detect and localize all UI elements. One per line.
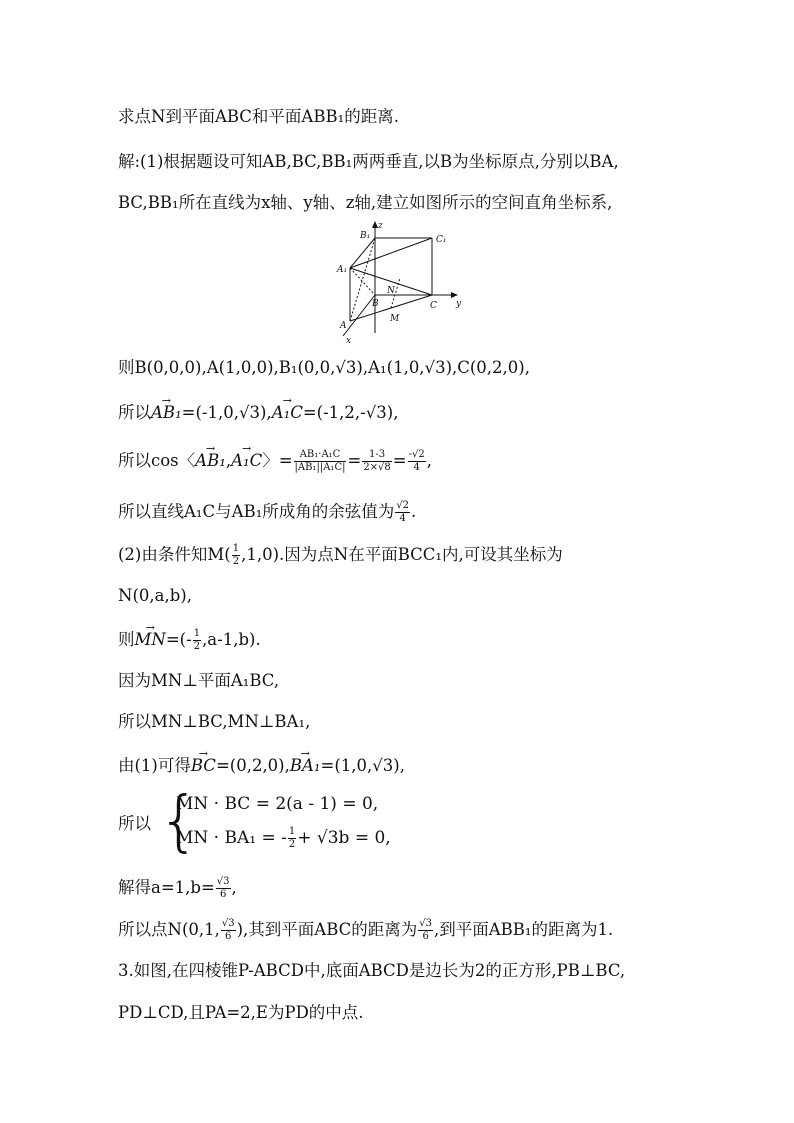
equation-row-1: MN · BC = 2(a - 1) = 0, [176,794,379,814]
coordinate-figure [330,218,465,348]
fraction-dot-over-norms [294,449,347,474]
vector-mn: → MN [135,629,166,651]
fraction-half [232,543,240,568]
fraction-half [288,826,296,851]
left-brace: { [158,782,200,859]
text-segment: , [231,878,237,897]
vector-ba1: → BA₁ [290,755,321,777]
label-y: y [456,299,462,309]
fraction-sqrt3-over-6 [418,918,433,943]
fraction-numerator: AB₁·A₁C [294,449,347,462]
label-m: M [390,314,400,324]
system-prefix: 所以 [118,814,151,833]
fraction-value [362,449,391,474]
fraction-denominator: |AB₁||A₁C| [294,462,346,473]
solution-line-cosine-result: 所以直线A₁C与AB₁所成角的余弦值为 $\frac{√2}{4}$ . [118,500,417,524]
solution-line-coordinates: 则B(0,0,0),A(1,0,0),B₁(0,0,√3),A₁(1,0,√3),C(0,2,0), [118,358,530,377]
text-segment: MN · BA₁ = - [176,828,287,848]
text-segment: 所以点N(0,1, [118,920,220,939]
fraction-denominator: 4 [399,513,406,524]
solution-line-vectors [118,402,398,424]
solution-line-perp-plane: 因为MN⊥平面A₁BC, [118,671,280,690]
text-segment: =(-1,2,-√3), [302,403,399,422]
fraction-sqrt3-over-6 [216,876,231,901]
text-segment: =(1,0,√3), [320,756,405,775]
solution-line-solved [118,876,237,901]
text-segment: ),其到平面ABC的距离为 [236,920,418,939]
fraction-denominator: 6 [225,931,232,942]
solution-line-cosine: 所以cos〈→ AB₁,→ A₁C〉= $\frac{\text{AB₁·A₁C}}{\text{|AB₁||A₁C|}}$ = $\frac{1-3}{2\times√8}$ = $\frac{-√2}{4}$ , [118,449,432,474]
label-z: z [378,221,383,231]
fraction-half [193,628,201,653]
text-segment: 则 [118,630,135,649]
text-segment: 所以cos〈 [118,451,196,470]
label-x: x [346,336,352,346]
fraction-numerator: √3 [419,918,432,929]
fraction-numerator: 1 [232,543,240,554]
solution-line-2: BC,BB₁所在直线为x轴、y轴、z轴,建立如图所示的空间直角坐标系, [118,193,613,212]
fraction-numerator: √2 [396,500,410,511]
fraction-denominator: 2 [232,556,240,567]
fraction-numerator: 1-3 [362,449,391,462]
label-c: C [430,301,437,311]
label-b: B [372,299,379,309]
text-segment: 由(1)可得 [118,756,191,775]
solution-line-mn [118,628,261,653]
fraction-numerator: √3 [216,876,230,887]
text-segment: =(0,2,0), [215,756,290,775]
vector-ab1: → AB₁ [151,402,182,424]
equation-row-2 [176,826,391,851]
fraction-numerator: 1 [288,826,296,837]
vector-a1c: → A₁C [231,450,262,472]
text-segment: 所以 [118,403,151,422]
text-segment: + √3b = 0, [297,828,391,848]
fraction-sqrt2-over-4 [395,500,410,525]
vector-ab1: → AB₁ [195,450,226,472]
solution-line-n: N(0,a,b), [118,586,192,605]
fraction-denominator: 4 [413,462,420,473]
text-segment: ,1,0).因为点N在平面BCC₁内,可设其坐标为 [241,545,563,564]
problem-3-line-2: PD⊥CD,且PA=2,E为PD的中点. [118,1003,364,1022]
vector-a1c: → A₁C [272,402,303,424]
text-segment: ,a-1,b). [202,630,261,649]
label-c1: C₁ [436,235,447,245]
fraction-denominator: 6 [219,889,227,900]
text-segment: =(- [165,630,192,649]
problem-3-line-1: 3.如图,在四棱锥P-ABCD中,底面ABCD是边长为2的正方形,PB⊥BC, [118,961,626,980]
fraction-result [408,449,426,474]
fraction-denominator: 2×√8 [363,462,391,473]
problem-text-line-1: 求点N到平面ABC和平面ABB₁的距离. [118,107,399,126]
fraction-denominator: 2 [193,641,201,652]
solution-line-bc-ba1 [118,755,405,777]
solution-line-distances [118,918,613,943]
fraction-numerator: -√2 [408,449,425,460]
solution-line-part2 [118,543,563,568]
text-segment: (2)由条件知M( [118,545,231,564]
text-segment: 所以直线A₁C与AB₁所成角的余弦值为 [118,502,395,521]
fraction-denominator: 6 [422,931,429,942]
vector-bc: → BC [191,755,216,777]
label-a: A [340,321,347,331]
y-arrow [451,292,458,298]
solution-line-perp-lines: 所以MN⊥BC,MN⊥BA₁, [118,712,311,731]
text-segment: ,到平面ABB₁的距离为1. [434,920,614,939]
text-segment: =(-1,0,√3), [181,403,272,422]
fraction-sqrt3-over-6 [221,918,236,943]
label-n: N [387,286,395,296]
label-b1: B₁ [360,231,371,241]
label-a1: A₁ [337,265,348,275]
solution-line-1: 解:(1)根据题设可知AB,BC,BB₁两两垂直,以B为坐标原点,分别以BA, [118,152,619,171]
text-segment: 〉= [262,451,293,470]
fraction-numerator: √3 [221,918,235,929]
fraction-numerator: 1 [193,628,201,639]
x-axis [343,295,375,336]
fraction-denominator: 2 [288,839,296,850]
text-segment: 解得a=1,b= [118,878,215,897]
